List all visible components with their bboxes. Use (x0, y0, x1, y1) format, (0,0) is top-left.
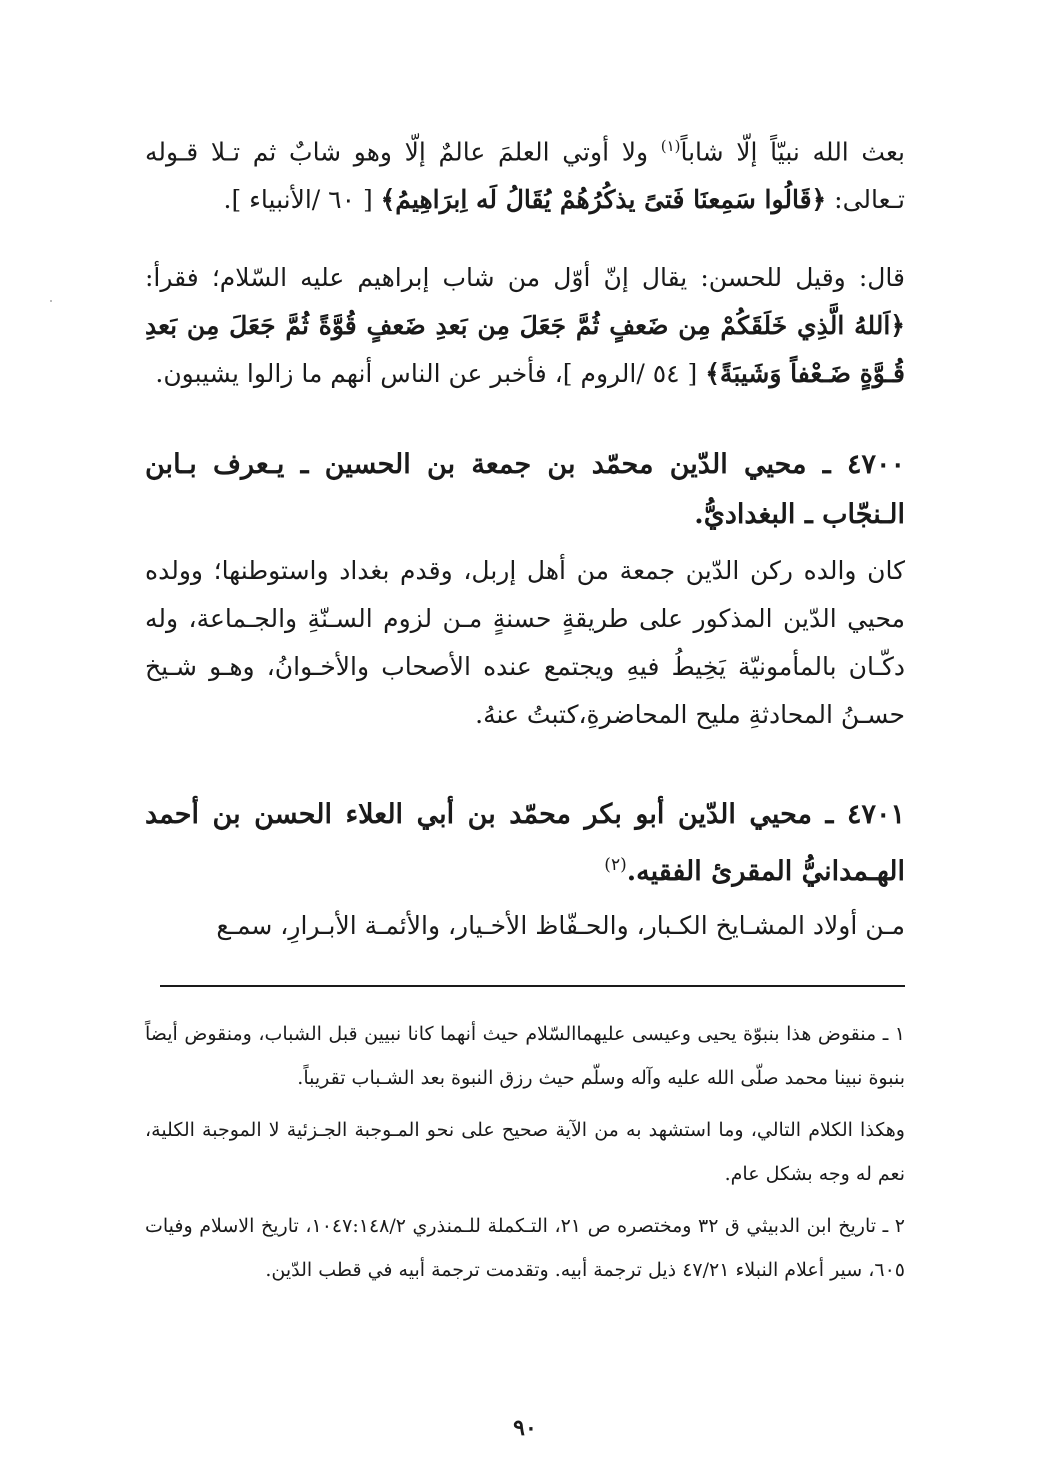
footnote-marker-1: (١) (660, 137, 681, 155)
footnote-divider (160, 985, 905, 987)
quran-verse-rum: ﴿اَللهُ الَّذِي خَلَقَكُمْ مِن ضَعفٍ ثُمَّ جَعَلَ مِن بَعدِ ضَعفٍ قُوَّةً ثُمَّ جَعَلَ مِن بَعدِ قُـوَّةٍ ضَـعْفاً وَشَيبَةً﴾ (145, 311, 905, 388)
footnotes-section (145, 1012, 905, 1300)
verse-reference: [ ٦٠ /الأنبياء ]. (223, 185, 381, 215)
paragraph-entry-4700: كان والده ركن الدّين جمعة من أهل إربل، وقدم بغداد واستوطنها؛ وولده محيي الدّين المذكور على طريقةٍ حسنةٍ مـن لزوم السـنّةِ والجـماعة، وله دكّـان بالمأمونيّة يَخِيطُ فيهِ ويجتمع عنده الأصحاب والأخـوانُ، وهـو شـيخ حسـنُ المحادثةِ مليح المحاضرةِ،كتبتُ عنهُ. (145, 556, 905, 729)
paragraph-hadith-continuation (145, 122, 905, 224)
paragraph-entry-4701: مـن أولاد المشـايخ الكـبار، والحـفّاظ الأخـيار، والأئمـة الأبـرارِ، سمـع (216, 911, 905, 940)
entry-heading-4700: ٤٧٠٠ ـ محيي الدّين محمّد بن جمعة بن الحسين ـ يـعرف بـابن الـنجّاب ـ البغداديُّ. (145, 449, 905, 530)
footnote-2: ٢ ـ تاريخ ابن الدبيثي ق ٣٢ ومختصره ص ٢١، التـكملة للـمنذري ١٠٤٧:١٤٨/٢، تاريخ الاسلام وفيات ٦٠٥، سير أعلام النبلاء ٤٧/٢١ ذيل ترجمة أبيه. وتقدمت ترجمة أبيه في قطب الدّين. (145, 1215, 905, 1281)
paragraph-text: قال: وقيل للحسن: يقال إنّ أوّل من شاب إبراهيم عليه السّلام؛ فقرأ: (145, 263, 905, 292)
entry-heading-4701 (145, 790, 905, 897)
footnote-1-continued: وهكذا الكلام التالي، وما استشهد به من الآية صحيح على نحو المـوجبة الجـزئية لا الموجبة الكلية، نعم له وجه بشكل عام. (145, 1119, 905, 1185)
quran-verse-anbiya: ﴿قَالُوا سَمِعنَا فَتىً يذكُرُهُمْ يُقَالُ لَه اِبرَاهِيمُ﴾ (380, 185, 827, 215)
verse-reference: [ ٥٤ /الروم ]، فأخبر عن الناس أنهم ما زالوا يشيبون. (155, 359, 706, 388)
footnote-1: ١ ـ منقوض هذا بنبوّة يحيى وعيسى عليهماالسّلام حيث أنهما كانا نبيين قبل الشباب، ومنقوض أيضاً بنبوة نبينا محمد صلّى الله عليه وآله وسلّم حيث رزق النبوة بعد الشـباب تقريباً. (145, 1023, 905, 1089)
scan-speck (50, 300, 52, 302)
page-number: ٩٠ (513, 1415, 537, 1441)
paragraph-hasan-saying (145, 254, 905, 398)
footnote-marker-2: (٢) (604, 855, 627, 875)
paragraph-text: بعث الله نبيّاً إلّا شاباً (680, 137, 905, 167)
heading-text: ٤٧٠١ ـ محيي الدّين أبو بكر محمّد بن أبي العلاء الحسن بن أحمد الهـمدانيُّ المقرئ الفقيه. (145, 799, 905, 887)
paragraph-text: ولا أوتي العلمَ عالمٌ إلّا وهو شابٌ ثم تـلا قـوله تـعالى: (145, 137, 905, 215)
